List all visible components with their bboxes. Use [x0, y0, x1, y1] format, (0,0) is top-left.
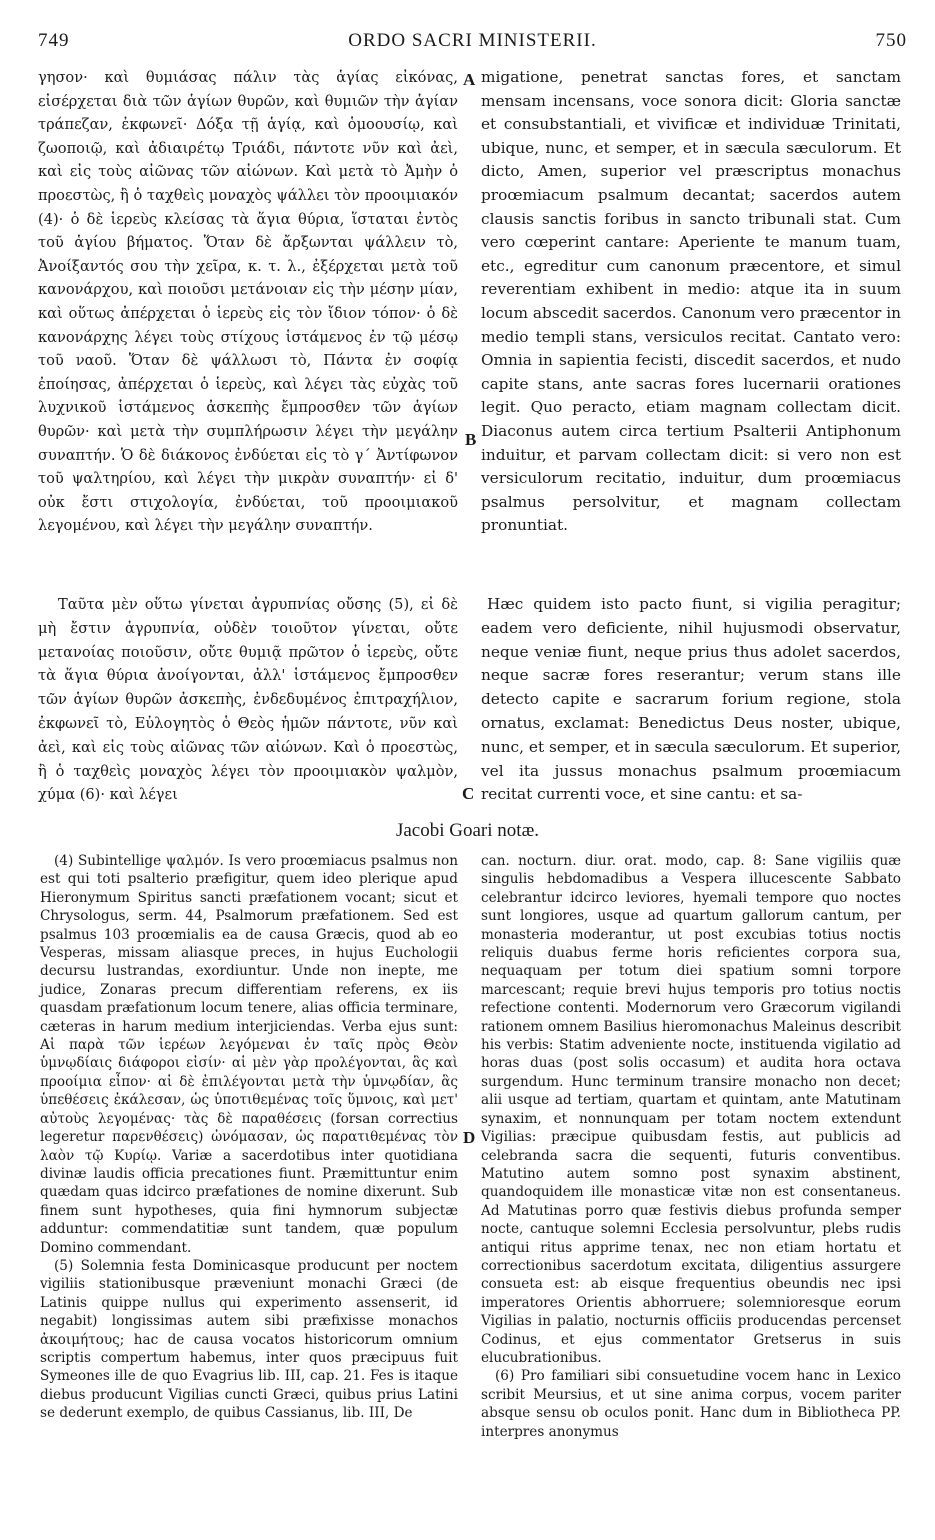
running-title: ORDO SACRI MINISTERII.: [348, 30, 597, 51]
greek-paragraph-2: Ταῦτα μὲν οὕτω γίνεται ἀγρυπνίας οὔσης (5), εἰ δὲ μὴ ἔστιν ἀγρυπνία, οὐδὲν τοιοῦτον γίνεται, οὔτε μετανοίας ποιοῦσιν, οὔτε θυμιᾷ πρῶτον ὁ ἱερεὺς, οὔτε τὰ ἅγια θύρια ἀνοίγονται, ἀλλ' ἱστάμενος ἔμπροσθεν τῶν ἁγίων θυρῶν ἀσκεπὴς, ἐνδεδυμένος ἐπιτραχήλιον, ἐκφωνεῖ τὸ, Εὐλογητὸς ὁ Θεὸς ἡμῶν πάντοτε, νῦν καὶ ἀεὶ, καὶ εἰς τοὺς αἰῶνας τῶν αἰώνων. Καὶ ὁ προεστὼς, ἢ ὁ ταχθεὶς μοναχὸς λέγει τὸν προοιμιακὸν ψαλμὸν, χύμα (6)· καὶ λέγει: [38, 596, 458, 804]
margin-letter-d: D: [463, 1128, 476, 1147]
note-6: (6) Pro familiari sibi consuetudine vocem hanc in Lexico scribit Meursius, et ut sine anima corpus, vocem pariter absque sensu ob oculos ponit. Hanc dum in Bibliotheca PP. interpres anonymus: [481, 1368, 901, 1440]
greek-paragraph-1: γησον· καὶ θυμιάσας πάλιν τὰς ἁγίας εἰκόνας, εἰσέρχεται διὰ τῶν ἁγίων θυρῶν, καὶ θυμιῶν τὴν ἁγίαν τράπεζαν, ἐκφωνεῖ· Δόξα τῇ ἁγίᾳ, καὶ ὁμοουσίῳ, καὶ ζωοποιῷ, καὶ ἀδιαιρέτῳ Τριάδι, πάντοτε νῦν καὶ ἀεὶ, καὶ εἰς τοὺς αἰῶνας τῶν αἰώνων. Καὶ μετὰ τὸ Ἀμὴν ὁ προεστὼς, ἢ ὁ ταχθεὶς μοναχὸς ψάλλει τὸν προοιμιακόν (4)· ὁ δὲ ἱερεὺς κλείσας τὰ ἅγια θύρια, ἵσταται ἐντὸς τοῦ ἁγίου βήματος. Ὅταν δὲ ἄρξωνται ψάλλειν τὸ, Ἀνοίξαντός σου τὴν χεῖρα, κ. τ. λ., ἐξέρχεται μετὰ τοῦ κανονάρχου, καὶ ποιοῦσι μετάνοιαν εἰς τὴν μέσην μίαν, καὶ οὕτως ἀπέρχεται ὁ ἱερεὺς εἰς τὸν ἴδιον τόπον· ὁ δὲ κανονάρχης λέγει τοὺς στίχους ἱστάμενος ἐν τῷ μέσῳ τοῦ ναοῦ. Ὅταν δὲ ψάλλωσι τὸ, Πάντα ἐν σοφίᾳ ἐποίησας, ἀπέρχεται ὁ ἱερεὺς, καὶ λέγει τὰς εὐχὰς τοῦ λυχνικοῦ ἱστάμενος ἀσκεπὴς ἔμπροσθεν τῶν ἁγίων θυρῶν· καὶ μετὰ τὴν συμπλήρωσιν λέγει τὴν μεγάλην συναπτήν. Ὁ δὲ διάκονος ἐνδύεται εἰς τὸ γ΄ Ἀντίφωνον τοῦ ψαλτηρίου, καὶ λέγει τὴν μικρὰν συναπτήν· εἰ δ' οὐκ ἔστι στιχολογία, ἐνδύεται, τοῦ προοιμιακοῦ λεγομένου, καὶ λέγει τὴν μεγάλην συναπτήν.: [38, 69, 458, 535]
margin-letter-a: A: [463, 70, 476, 89]
latin-paragraph-1: migatione, penetrat sanctas fores, et sanctam mensam incensans, voce sonora dicit: Gloria sanctæ et consubstantiali, et vivificæ et individuæ Trinitati, ubique, nunc, et semper, et in sæcula sæculorum. Et dicto, Amen, superior vel præscriptus monachus proœmiacum psalmum decantat; sacerdos autem clausis sanctis foribus in sancto tribunali stat. Cum vero cœperint cantare: Aperiente te manum tuam, etc., egreditur cum canonum præcentore, et simul reverentiam exhibent in medio: atque ita in suum locum abscedit sacerdos. Canonum vero præcentor in medio templi stans, versiculos recitat. Cantato vero: Omnia in sapientia fecisti, discedit sacerdos, et nudo capite stans, ante sacras fores lucernarii orationes legit. Quo peracto, etiam magnam collectam dicit. Diaconus autem circa tertium Psalterii Antiphonum induitur, et parvam collectam dicit: si vero non est versiculorum recitatio, induitur, dum proœmiacus psalmus persolvitur, et magnam collectam pronuntiat.: [481, 68, 901, 535]
latin-paragraph-2: Hæc quidem isto pacto fiunt, si vigilia peragitur; eadem vero deficiente, nihil hujusmodi observatur, neque veniæ fiunt, neque prius thus adolet sacerdos, neque sacræ fores reserantur; verum stans ille detecto capite e sacrarum forium regione, stola ornatus, exclamat: Benedictus Deus noster, ubique, nunc, et semper, et in sæcula sæculorum. Et superior, vel ita jussus monachus psalmum proœmiacum recitat currenti voce, et sine cantu: et sa-: [481, 595, 901, 804]
margin-letter-c: C: [462, 784, 475, 803]
notes-heading: Jacobi Goari notæ.: [395, 820, 539, 841]
greek-column-2: [38, 593, 458, 807]
page-number-left: 749: [38, 30, 70, 51]
page-number-right: 750: [875, 30, 907, 51]
running-header: [38, 30, 907, 58]
latin-column-1: [481, 66, 901, 538]
latin-column-2: [481, 593, 901, 807]
notes-column-left: [40, 852, 458, 1423]
note-5-continuation: can. nocturn. diur. orat. modo, cap. 8: Sane vigiliis quæ singulis hebdomadibus a Vespera illucescente Sabbato celebrantur idcirco leviores, hyemali tempore quo noctes sunt longiores, usque ad quartum gallorum cantum, per monasteria moderantur, ut post excubias totius noctis reliquis duabus ferme horis reficientes corpora sua, nequaquam per totum diei spatium somni torpore marcescant; requie brevi hujus temporis pro totius noctis refectione contenti. Modernorum vero Græcorum vigilandi rationem omnem Basilius hieromonachus Maleinus describit his verbis: Statim adveniente nocte, instituenda vigilatio ad horas duas (post solis occasum) et audita hora octava surgendum. Hunc terminum transire monacho non decet; alii usque ad tertiam, quartam et quintam, ante Matutinam synaxim, et nonnunquam per totam noctem extendunt Vigilias: præcipue quibusdam festis, aut publicis ad celebranda sacra die sequenti, futuris conventibus. Matutino autem somno post synaxim abstinent, quandoquidem ille monasticæ vitæ non est consentaneus. Ad Matutinas porro quæ festivis diebus profunda semper nocte, cantuque solemni Ecclesia persolvuntur, plebs rudis antiqui ritus apprime tenax, nec non etiam hortatu et correctionibus sacerdotum excitata, diligentius assurgere consueta est: ab eisque frequentius obeundis nec ipsi imperatores Orientis abhorruere; solemnioresque eorum Vigilias in palatio, nocturnis officiis producendas percenset Codinus, et ejus commentator Gretserus in suis elucubrationibus.: [481, 853, 901, 1366]
margin-letter-b: B: [465, 430, 477, 449]
notes-column-right: [481, 852, 901, 1441]
note-5: (5) Solemnia festa Dominicasque producunt per noctem vigiliis stationibusque præveniunt monachi Græci (de Latinis quippe nullus qui experimento assenserit, id negabit) longissimas autem sibi præfixisse monachos ἀκοιμήτους; hac de causa vocatos historicorum omnium scriptis compertum habemus, inter quos præcipuus fuit Symeones ille de quo Evagrius lib. III, cap. 21. Fes is itaque diebus producunt Vigilias cuncti Græci, quibus prius Latini se dederunt exemplo, de quibus Cassianus, lib. III, De: [40, 1257, 458, 1422]
greek-column-1: [38, 66, 458, 538]
note-4: (4) Subintellige ψαλμόν. Is vero proœmiacus psalmus non est qui toti psalterio præfigitur, quem ideo plerique apud Hieronymum Spiritus sancti præfationem vocant; sicut et Chrysologus, serm. 44, Psalmorum præfationem. Sed est psalmus 103 proœmialis ea de causa Græcis, quod ab eo Vesperas, missam aliasque preces, in hujus Euchologii decursu lustrandas, exordiuntur. Unde non inepte, me judice, Zonaras precum differentiam referens, ex iis quasdam præfationum locum tenere, alias officia terminare, cæteras in harum medium interjiciendas. Verba ejus sunt: Αἱ παρὰ τῶν ἱερέων λεγόμεναι ἐν ταῖς πρὸς Θεὸν ὑμνῳδίαις διάφοροι εἰσίν· αἱ μὲν γὰρ προλέγονται, ἃς καὶ προοίμια εἶπον· αἱ δὲ ἐπιλέγονται μετὰ τὴν ὑμνῳδίαν, ἃς ὑπεθέσεις ἐκάλεσαν, ὡς ὑποτιθεμένας τοῖς ὕμνοις, καὶ μετ' αὐτοὺς λεγομένας· τὰς δὲ παραθέσεις (forsan correctius legeretur παρενθέσεις) ὠνόμασαν, ὡς παρατιθεμένας τὸν λαὸν τῷ Κυρίῳ. Variæ a sacerdotibus inter quotidiana divinæ laudis officia precationes fiunt. Præmittuntur enim quædam quas idcirco præfationes de nomine dixerunt. Sub finem sunt hypotheses, quia fini hymnorum subjectæ adduntur: commendatitiæ sunt tandem, quæ populum Domino commendant.: [40, 853, 458, 1256]
